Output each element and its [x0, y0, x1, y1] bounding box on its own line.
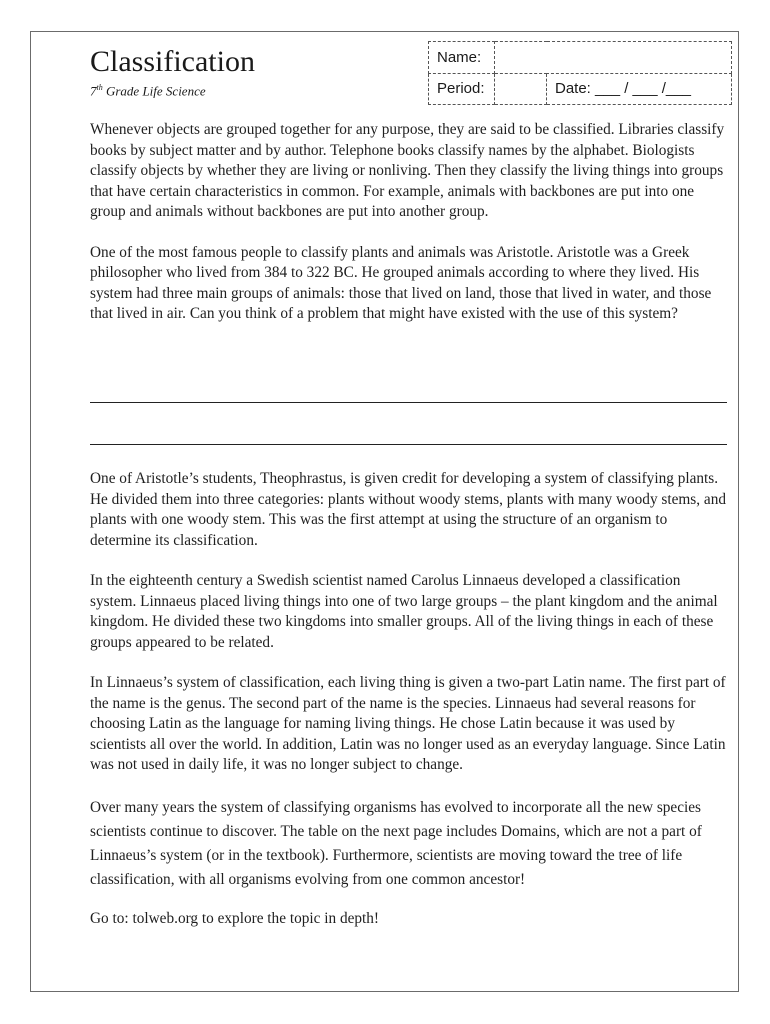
- period-label: Period:: [429, 73, 495, 105]
- body-text: [90, 120, 730, 325]
- paragraph-evolution: Over many years the system of classifying organisms has evolved to incorporate all the new species scientists continue to discover. The table on the next page includes Domains, which are not a part of Linnaeus’s system (or in the textbook). Furthermore, scientists are moving toward the tree of life classification, with all organisms evolving from one common ancestor!: [90, 798, 702, 888]
- date-field[interactable]: Date: ___ / ___ /___: [547, 73, 732, 105]
- paragraph-aristotle: One of the most famous people to classify plants and animals was Aristotle. Aristotle was a Greek philosopher who lived from 384 to 322 BC. He grouped animals according to where they lived. His system had three main groups of animals: those that lived on land, those that lived in water, and those that lived in air. Can you think of a problem that might have existed with the use of this system?: [90, 243, 712, 322]
- page-title: Classification: [90, 45, 255, 78]
- subtitle-sup: th: [96, 83, 103, 92]
- body-text-2: [90, 469, 730, 929]
- student-info-table: [428, 41, 732, 105]
- subtitle-rest: Grade Life Science: [102, 83, 206, 99]
- period-field[interactable]: [495, 73, 547, 105]
- subtitle-grade: 7: [90, 83, 97, 99]
- paragraph-theophrastus: One of Aristotle’s students, Theophrastus, is given credit for developing a system of classifying plants. He divided them into three categories: plants without woody stems, plants with many woody stems, and plants with one woody stem. This was the first attempt at using the structure of an organism to determine its classification.: [90, 470, 726, 549]
- paragraph-latin: In Linnaeus’s system of classification, each living thing is given a two-part Latin name. The first part of the name is the genus. The second part of the name is the species. Linnaeus had several reasons for choosing Latin as the language for naming living things. He chose Latin because it was used by scientists all over the world. In addition, Latin was no longer used as an everyday language. Since Latin was not used in daily life, it was no longer subject to change.: [90, 674, 726, 773]
- paragraph-tolweb: Go to: tolweb.org to explore the topic in depth!: [90, 909, 380, 927]
- paragraph-intro: Whenever objects are grouped together for any purpose, they are said to be classified. Libraries classify books by subject matter and by author. Telephone books classify names by the alphabet. Biologists classify objects by whether they are living or nonliving. Then they classify the living things into groups that have certain characteristics in common. For example, animals with backbones are put into one group and animals without backbones are put into another group.: [90, 121, 725, 220]
- name-label: Name:: [429, 42, 495, 74]
- answer-line-2[interactable]: [90, 444, 727, 445]
- paragraph-linnaeus: In the eighteenth century a Swedish scientist named Carolus Linnaeus developed a classification system. Linnaeus placed living things into one of two large groups – the plant kingdom and the animal kingdom. He divided these two kingdoms into smaller groups. All of the living things in each of these groups appeared to be related.: [90, 572, 718, 651]
- name-field[interactable]: [495, 42, 732, 74]
- subtitle: [90, 83, 206, 99]
- answer-line-1[interactable]: [90, 402, 727, 403]
